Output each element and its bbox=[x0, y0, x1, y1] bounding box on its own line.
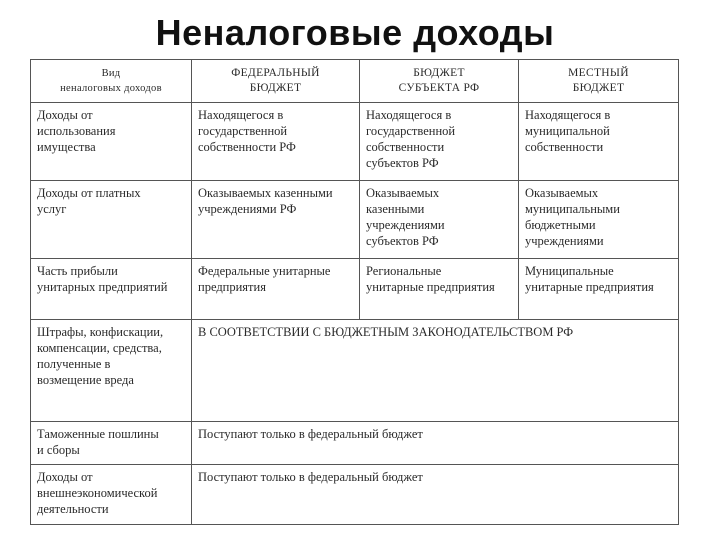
cell-merged: Поступают только в федеральный бюджет bbox=[192, 422, 679, 465]
cell-local: Оказываемых муниципальными бюджетными учреждениями bbox=[519, 181, 679, 259]
cell-revenue-kind: Часть прибыли унитарных предприятий bbox=[31, 259, 192, 320]
page-title: Неналоговые доходы bbox=[155, 12, 555, 53]
cell-federal: Оказываемых казенными учреждениями РФ bbox=[192, 181, 360, 259]
cell-local: Муниципальные унитарные предприятия bbox=[519, 259, 679, 320]
cell-federal: Федеральные унитарные предприятия bbox=[192, 259, 360, 320]
cell-revenue-kind: Доходы от платных услуг bbox=[31, 181, 192, 259]
table-row bbox=[31, 320, 679, 422]
table-row bbox=[31, 181, 679, 259]
cell-federal: Находящегося в государственной собственности РФ bbox=[192, 103, 360, 181]
table-header-row bbox=[31, 60, 679, 103]
header-local-budget: МЕСТНЫЙ БЮДЖЕТ bbox=[519, 60, 679, 103]
table-row bbox=[31, 422, 679, 465]
header-subject-budget: БЮДЖЕТ СУБЪЕКТА РФ bbox=[360, 60, 519, 103]
header-revenue-kind: Вид неналоговых доходов bbox=[31, 60, 192, 103]
table-row bbox=[31, 259, 679, 320]
cell-revenue-kind: Штрафы, конфискации, компенсации, средства, полученные в возмещение вреда bbox=[31, 320, 192, 422]
cell-revenue-kind: Доходы от использования имущества bbox=[31, 103, 192, 181]
cell-local: Находящегося в муниципальной собственности bbox=[519, 103, 679, 181]
cell-revenue-kind: Доходы от внешнеэкономической деятельности bbox=[31, 465, 192, 525]
cell-merged: Поступают только в федеральный бюджет bbox=[192, 465, 679, 525]
table-row bbox=[31, 465, 679, 525]
cell-merged: В СООТВЕТСТВИИ С БЮДЖЕТНЫМ ЗАКОНОДАТЕЛЬСТВОМ РФ bbox=[192, 320, 679, 422]
cell-revenue-kind: Таможенные пошлины и сборы bbox=[31, 422, 192, 465]
cell-subject: Региональные унитарные предприятия bbox=[360, 259, 519, 320]
non-tax-revenue-table bbox=[30, 59, 679, 525]
cell-subject: Находящегося в государственной собственности субъектов РФ bbox=[360, 103, 519, 181]
table-row bbox=[31, 103, 679, 181]
header-federal-budget: ФЕДЕРАЛЬНЫЙ БЮДЖЕТ bbox=[192, 60, 360, 103]
cell-subject: Оказываемых казенными учреждениями субъектов РФ bbox=[360, 181, 519, 259]
